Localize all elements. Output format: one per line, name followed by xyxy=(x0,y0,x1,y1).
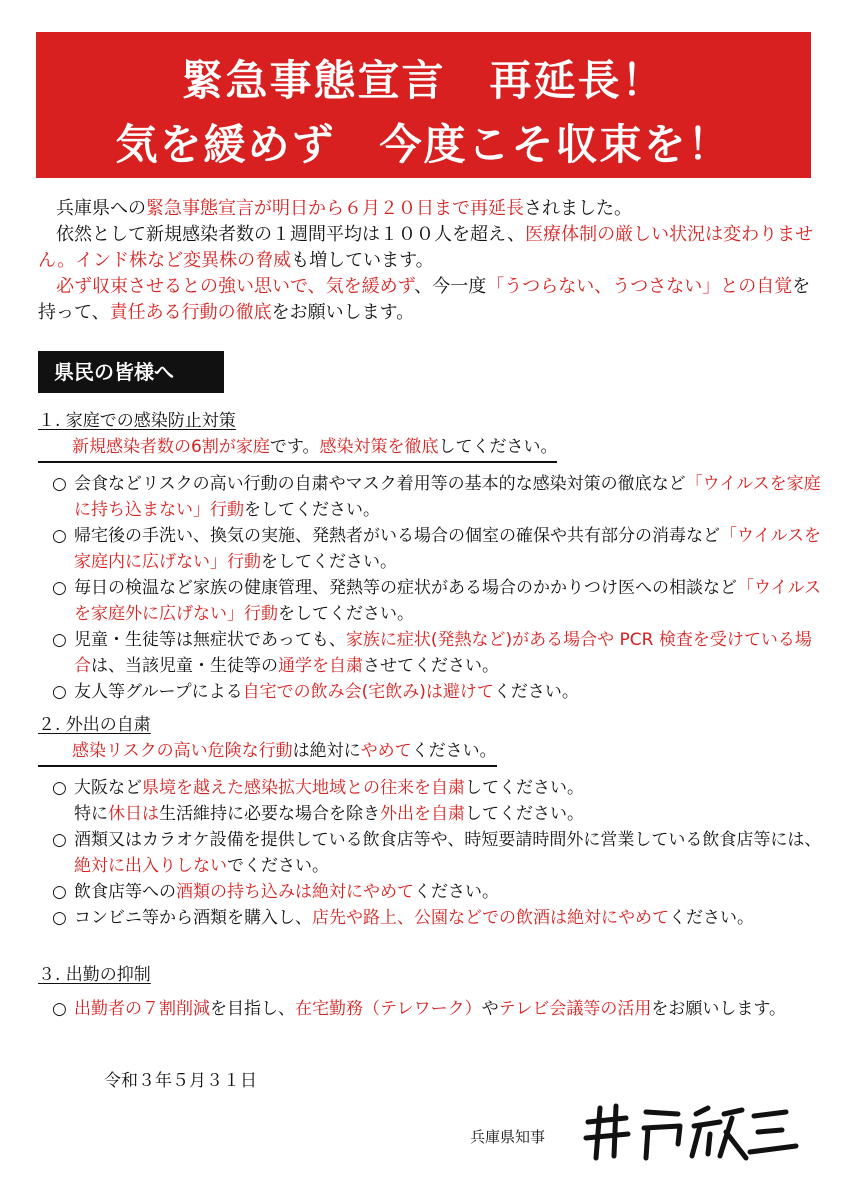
section-3 xyxy=(38,962,828,1022)
list-item: ○ 帰宅後の手洗い、換気の実施、発熱者がいる場合の個室の確保や共有部分の消毒など「ウイルスを家庭内に広げない」行動をしてください。 xyxy=(52,526,821,572)
list-item: ○ コンビニ等から酒類を購入し、店先や路上、公園などでの飲酒は絶対にやめてください。 xyxy=(52,908,754,928)
section-1-lead: 新規感染者数の6割が家庭です。感染対策を徹底してください。 xyxy=(38,434,557,463)
handwritten-signature xyxy=(582,1100,802,1164)
section-2-title: ２. 外出の自粛 xyxy=(38,715,151,735)
list-item: ○ 出勤者の７割削減を目指し、在宅勤務（テレワーク）やテレビ会議等の活用をお願いします。 xyxy=(52,999,786,1019)
issue-date: 令和３年５月３１日 xyxy=(104,1071,257,1091)
list-item: ○ 酒類又はカラオケ設備を提供している飲食店等や、時短要請時間外に営業している飲食店等には、絶対に出入りしないでください。 xyxy=(52,830,822,876)
intro-paragraph-3: 必ず収束させるとの強い思いで、気を緩めず、今一度「うつらない、うつさない」との自覚を持って、責任ある行動の徹底をお願いします。 xyxy=(38,276,811,323)
list-item: ○ 毎日の検温など家族の健康管理、発熱等の症状がある場合のかかりつけ医への相談など「ウイルスを家庭外に広げない」行動をしてください。 xyxy=(52,578,821,624)
section-3-title: ３. 出勤の抑制 xyxy=(38,965,151,985)
list-item: ○ 児童・生徒等は無症状であっても、家族に症状(発熱など)がある場合や PCR 検査を受けている場合は、当該児童・生徒等の通学を自粛させてください。 xyxy=(52,630,812,676)
section-heading: 県民の皆様へ xyxy=(38,351,224,393)
list-item: ○ 友人等グループによる自宅での飲み会(宅飲み)は避けてください。 xyxy=(52,682,579,702)
intro-paragraph-2: 依然として新規感染者数の１週間平均は１００人を超え、医療体制の厳しい状況は変わりません。インド株など変異株の脅威も増しています。 xyxy=(38,224,814,271)
section-2 xyxy=(38,712,828,931)
headline-line-1: 緊急事態宣言 再延長！ xyxy=(181,56,666,105)
section-1-title: １. 家庭での感染防止対策 xyxy=(38,411,236,431)
section-1 xyxy=(38,408,828,705)
headline-banner xyxy=(36,32,811,178)
intro-text xyxy=(38,196,818,326)
list-item: ○ 会食などリスクの高い行動の自粛やマスク着用等の基本的な感染対策の徹底など「ウイルスを家庭に持ち込まない」行動をしてください。 xyxy=(52,474,821,520)
list-item: ○ 大阪など県境を越えた感染拡大地域との往来を自粛してください。 特に休日は生活維持に必要な場合を除き外出を自粛してください。 xyxy=(52,778,584,824)
section-2-lead: 感染リスクの高い危険な行動は絶対にやめてください。 xyxy=(38,738,497,767)
governor-title: 兵庫県知事 xyxy=(470,1128,546,1146)
list-item: ○ 飲食店等への酒類の持ち込みは絶対にやめてください。 xyxy=(52,882,499,902)
intro-paragraph-1: 兵庫県への緊急事態宣言が明日から６月２０日まで再延長されました。 xyxy=(56,198,632,219)
headline-line-2: 気を緩めず 今度こそ収束を！ xyxy=(115,120,732,169)
